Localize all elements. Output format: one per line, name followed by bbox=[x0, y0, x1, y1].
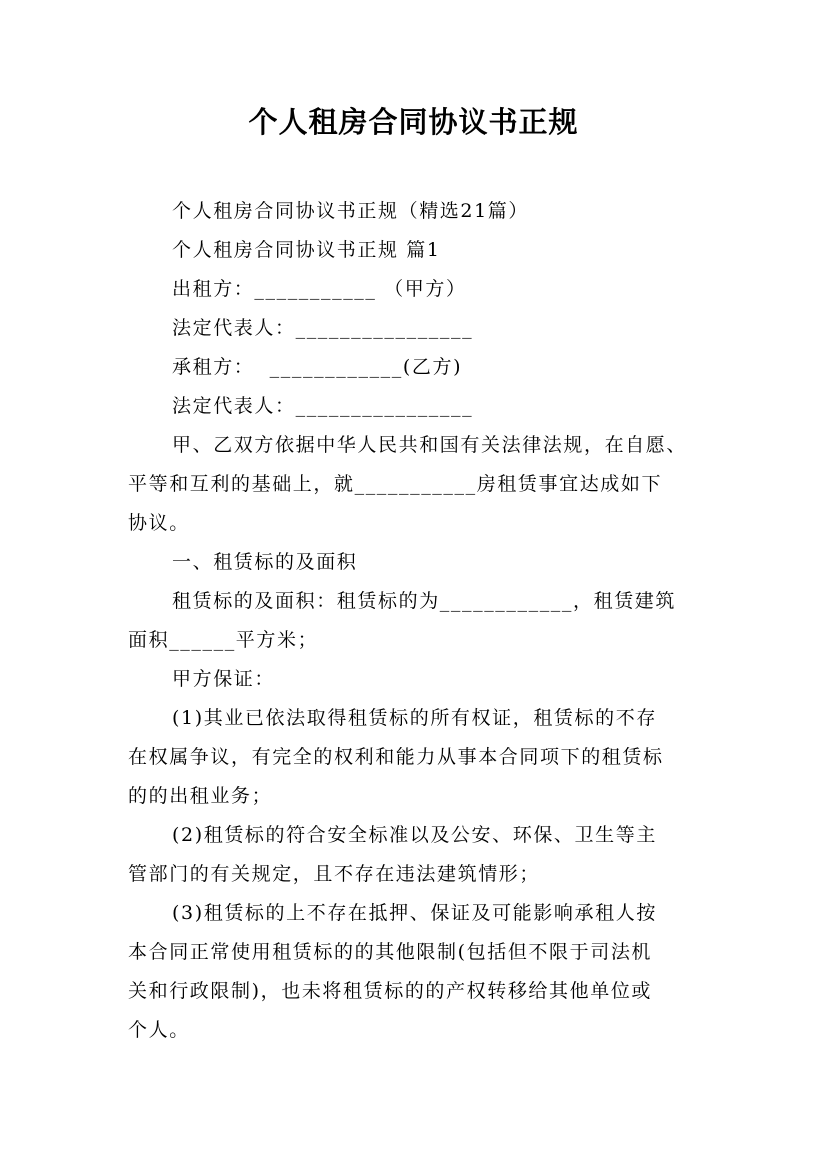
paragraph-line: 关和行政限制)，也未将租赁标的的产权转移给其他单位或 bbox=[128, 980, 653, 1002]
lessee-representative-field: 法定代表人：________________ bbox=[172, 395, 474, 417]
paragraph-line: (2)租赁标的符合安全标准以及公安、环保、卫生等主 bbox=[172, 824, 657, 846]
paragraph-line: 本合同正常使用租赁标的的其他限制(包括但不限于司法机 bbox=[128, 941, 653, 963]
lessor-representative-field: 法定代表人：________________ bbox=[172, 317, 474, 339]
paragraph-line: 面积______平方米； bbox=[128, 629, 319, 651]
paragraph-line: 管部门的有关规定，且不存在违法建筑情形； bbox=[128, 863, 541, 885]
section-heading: 个人租房合同协议书正规 篇1 bbox=[172, 239, 441, 261]
paragraph-line: 个人。 bbox=[128, 1019, 190, 1041]
paragraph-line: 甲方保证： bbox=[172, 668, 276, 690]
paragraph-line: (3)租赁标的上不存在抵押、保证及可能影响承租人按 bbox=[172, 902, 657, 924]
section-heading: 一、租赁标的及面积 bbox=[172, 551, 358, 573]
document-title: 个人租房合同协议书正规 bbox=[248, 105, 579, 139]
subtitle-line: 个人租房合同协议书正规（精选21篇） bbox=[172, 200, 529, 222]
paragraph-line: 平等和互利的基础上，就___________房租赁事宜达成如下 bbox=[128, 473, 663, 495]
paragraph-line: 的的出租业务； bbox=[128, 785, 273, 807]
paragraph-line: 协议。 bbox=[128, 512, 190, 534]
paragraph-line: (1)其业已依法取得租赁标的所有权证，租赁标的不存 bbox=[172, 707, 657, 729]
paragraph-line: 在权属争议，有完全的权利和能力从事本合同项下的租赁标 bbox=[128, 746, 664, 768]
lessor-field: 出租方：___________ （甲方） bbox=[172, 278, 467, 300]
paragraph-line: 租赁标的及面积：租赁标的为____________，租赁建筑 bbox=[172, 590, 677, 612]
lessee-field: 承租方： ____________(乙方) bbox=[172, 356, 463, 378]
paragraph-line: 甲、乙双方依据中华人民共和国有关法律法规，在自愿、 bbox=[172, 434, 688, 456]
